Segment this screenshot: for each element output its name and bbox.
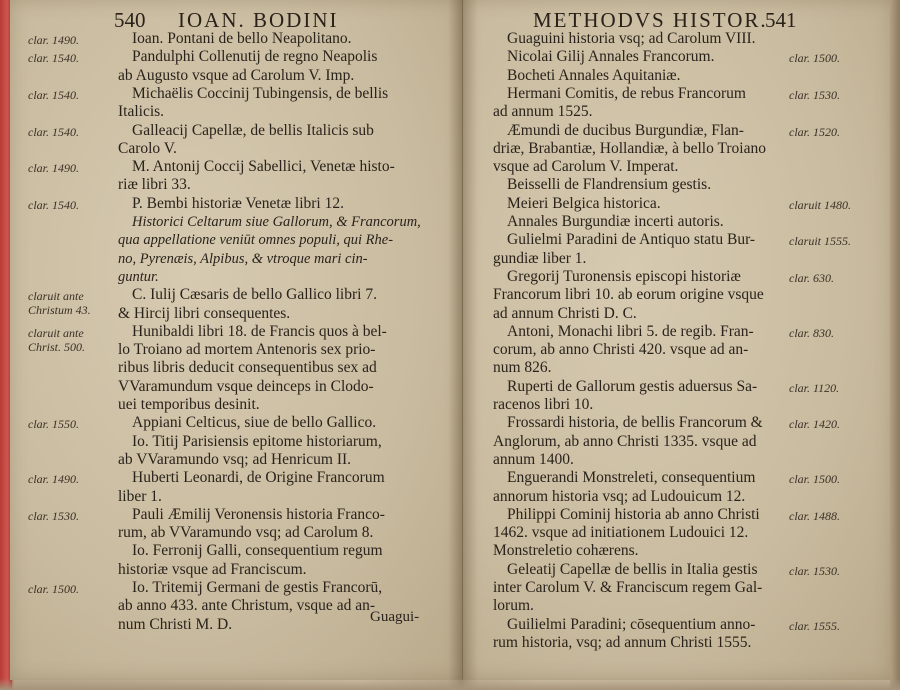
text-line: Enguerandi Monstreleti, consequentium: [507, 469, 756, 487]
text-line: Geleatij Capellæ de bellis in Italia gestis: [507, 560, 758, 578]
text-line: Io. Ferronij Galli, consequentium regum: [132, 542, 383, 560]
margin-date: clar. 1540.: [28, 87, 79, 102]
margin-date: claruit 1480.: [789, 197, 851, 212]
margin-date: clar. 1530.: [28, 508, 79, 523]
text-line: vsque ad Carolum V. Imperat.: [493, 158, 679, 176]
text-line: gundiæ liber 1.: [493, 249, 587, 267]
text-line: uei temporibus desinit.: [118, 396, 260, 413]
page-number: 540: [114, 8, 146, 32]
text-line: qua appellatione veniūt omnes populi, qui Rhe-: [118, 232, 394, 249]
margin-date: clar. 1555.: [789, 618, 840, 633]
margin-date: clar. 1490.: [28, 33, 79, 47]
text-line: rum historia, vsq; ad annum Christi 1555.: [493, 633, 752, 651]
text-line: lo Troiano ad mortem Antenoris sex prio-: [118, 341, 376, 359]
text-line: guntur.: [118, 268, 159, 285]
running-head: METHODVS HISTOR.: [533, 8, 768, 32]
text-line: Carolo V.: [118, 139, 177, 157]
page-number: 541: [765, 8, 797, 32]
right-page: [462, 0, 893, 680]
margin-date: clar. 1540.: [28, 124, 79, 139]
margin-date: clar. 1530.: [789, 87, 840, 102]
margin-date: clar. 1120.: [789, 380, 840, 395]
margin-date: clar. 1500.: [789, 51, 840, 66]
margin-date: clar. 1550.: [28, 417, 79, 432]
text-line: num 826.: [493, 359, 552, 377]
margin-date: Christum 43.: [28, 303, 91, 318]
text-line: ab Augusto vsque ad Carolum V. Imp.: [118, 66, 355, 84]
text-line: ab anno 433. ante Christum, vsque ad an-: [118, 597, 375, 615]
text-line: Frossardi historia, de bellis Francorum &: [507, 414, 763, 432]
text-line: num Christi M. D.: [118, 615, 233, 633]
page-edge: [890, 0, 900, 690]
text-line: C. Iulij Cæsaris de bello Gallico libri 7.: [132, 286, 377, 304]
catchword: Guagui-: [370, 609, 420, 625]
text-line: no, Pyrenæis, Alpibus, & vtroque mari cin-: [118, 250, 368, 267]
text-line: historiæ vsque ad Franciscum.: [118, 560, 307, 578]
text-line: ad annum Christi D. C.: [493, 304, 637, 322]
text-line: Ioan. Pontani de bello Neapolitano.: [132, 30, 352, 47]
margin-date: clar. 1490.: [28, 472, 79, 487]
text-line: Io. Titij Parisiensis epitome historiarum,: [132, 432, 382, 450]
text-line: Æmundi de ducibus Burgundiæ, Flan-: [507, 121, 744, 139]
margin-date: claruit ante: [28, 325, 84, 340]
margin-date: clar. 830.: [789, 325, 834, 340]
text-line: Italicis.: [118, 103, 165, 121]
margin-date: Christ. 500.: [28, 339, 86, 354]
text-line: annum 1400.: [493, 450, 574, 468]
margin-date: clar. 1540.: [28, 51, 79, 66]
text-line: 1462. vsque ad initiationem Ludouici 12.: [493, 524, 749, 542]
text-line: Michaëlis Coccinij Tubingensis, de bellis: [132, 84, 389, 102]
text-line: Nicolai Gilij Annales Francorum.: [507, 48, 715, 66]
text-line: corum, ab anno Christi 420. vsque ad an-: [493, 341, 749, 359]
text-line: ad annum 1525.: [493, 103, 593, 121]
text-line: Io. Tritemij Germani de gestis Francorū,: [132, 579, 383, 596]
text-line: Hermani Comitis, de rebus Francorum: [507, 84, 746, 102]
text-line: Antoni, Monachi libri 5. de regib. Fran-: [507, 322, 754, 340]
text-line: racenos libri 10.: [493, 396, 594, 413]
text-line: Pandulphi Collenutij de regno Neapolis: [132, 48, 378, 66]
text-line: Huberti Leonardi, de Origine Francorum: [132, 469, 385, 487]
text-line: inter Carolum V. & Franciscum regem Gal-: [493, 579, 763, 596]
margin-date: clar. 630.: [789, 270, 834, 285]
text-line: Bocheti Annales Aquitaniæ.: [507, 66, 681, 84]
text-line: Monstreletio cohærens.: [493, 542, 639, 560]
text-line: Guaguini historia vsq; ad Carolum VIII.: [507, 30, 756, 47]
text-line: Hunibaldi libri 18. de Francis quos à bel-: [132, 322, 387, 340]
text-line: driæ, Brabantiæ, Hollandiæ, à bello Troiano: [493, 139, 766, 157]
margin-date: claruit ante: [28, 289, 84, 304]
text-line: Gregorij Turonensis episcopi historiæ: [507, 267, 741, 285]
margin-date: clar. 1540.: [28, 197, 79, 212]
text-line: Anglorum, ab anno Christi 1335. vsque ad: [493, 432, 757, 450]
margin-date: clar. 1490.: [28, 161, 79, 176]
page-shadow: [0, 678, 900, 690]
text-line: Beisselli de Flandrensium gestis.: [507, 176, 712, 194]
text-line: ribus libris deducit consequentibus sex ad: [118, 359, 377, 377]
margin-date: clar. 1420.: [789, 417, 840, 432]
running-head: IOAN. BODINI: [178, 8, 339, 32]
text-line: riæ libri 33.: [118, 176, 191, 194]
text-line: Pauli Æmilij Veronensis historia Franco-: [132, 505, 385, 523]
text-line: annorum historia vsq; ad Ludouicum 12.: [493, 487, 746, 505]
margin-date: clar. 1500.: [789, 472, 840, 487]
margin-date: clar. 1530.: [789, 563, 840, 578]
text-line: Gulielmi Paradini de Antiquo statu Bur-: [507, 231, 756, 249]
text-line: ab VVaramundo vsq; ad Henricum II.: [118, 450, 352, 468]
text-line: Ruperti de Gallorum gestis aduersus Sa-: [507, 377, 758, 395]
text-line: M. Antonij Coccij Sabellici, Venetæ histo-: [132, 158, 395, 176]
text-line: VVaramundum vsque deinceps in Clodo-: [118, 377, 374, 395]
text-line: Philippi Cominij historia ab anno Christi: [507, 505, 760, 523]
text-line: Guilielmi Paradini; cōsequentium anno-: [507, 615, 756, 633]
text-line: P. Bembi historiæ Venetæ libri 12.: [132, 194, 344, 212]
text-line: Francorum libri 10. ab eorum origine vsque: [493, 286, 764, 304]
margin-date: claruit 1555.: [789, 234, 851, 249]
text-line: Appiani Celticus, siue de bello Gallico.: [132, 414, 377, 432]
text-line: Galleacij Capellæ, de bellis Italicis sub: [132, 121, 374, 139]
left-page: [10, 0, 463, 680]
text-line: lorum.: [493, 597, 534, 615]
margin-date: clar. 1500.: [28, 582, 79, 596]
text-line: Historici Celtarum siue Gallorum, & Francorum,: [132, 214, 421, 230]
text-line: Meieri Belgica historica.: [507, 194, 661, 212]
margin-date: clar. 1520.: [789, 124, 840, 139]
margin-date: clar. 1488.: [789, 508, 840, 523]
text-line: rum, ab VVaramundo vsq; ad Carolum 8.: [118, 524, 374, 542]
text-line: & Hircij libri consequentes.: [118, 304, 291, 322]
text-line: liber 1.: [118, 487, 162, 505]
text-line: Annales Burgundiæ incerti autoris.: [507, 213, 724, 230]
